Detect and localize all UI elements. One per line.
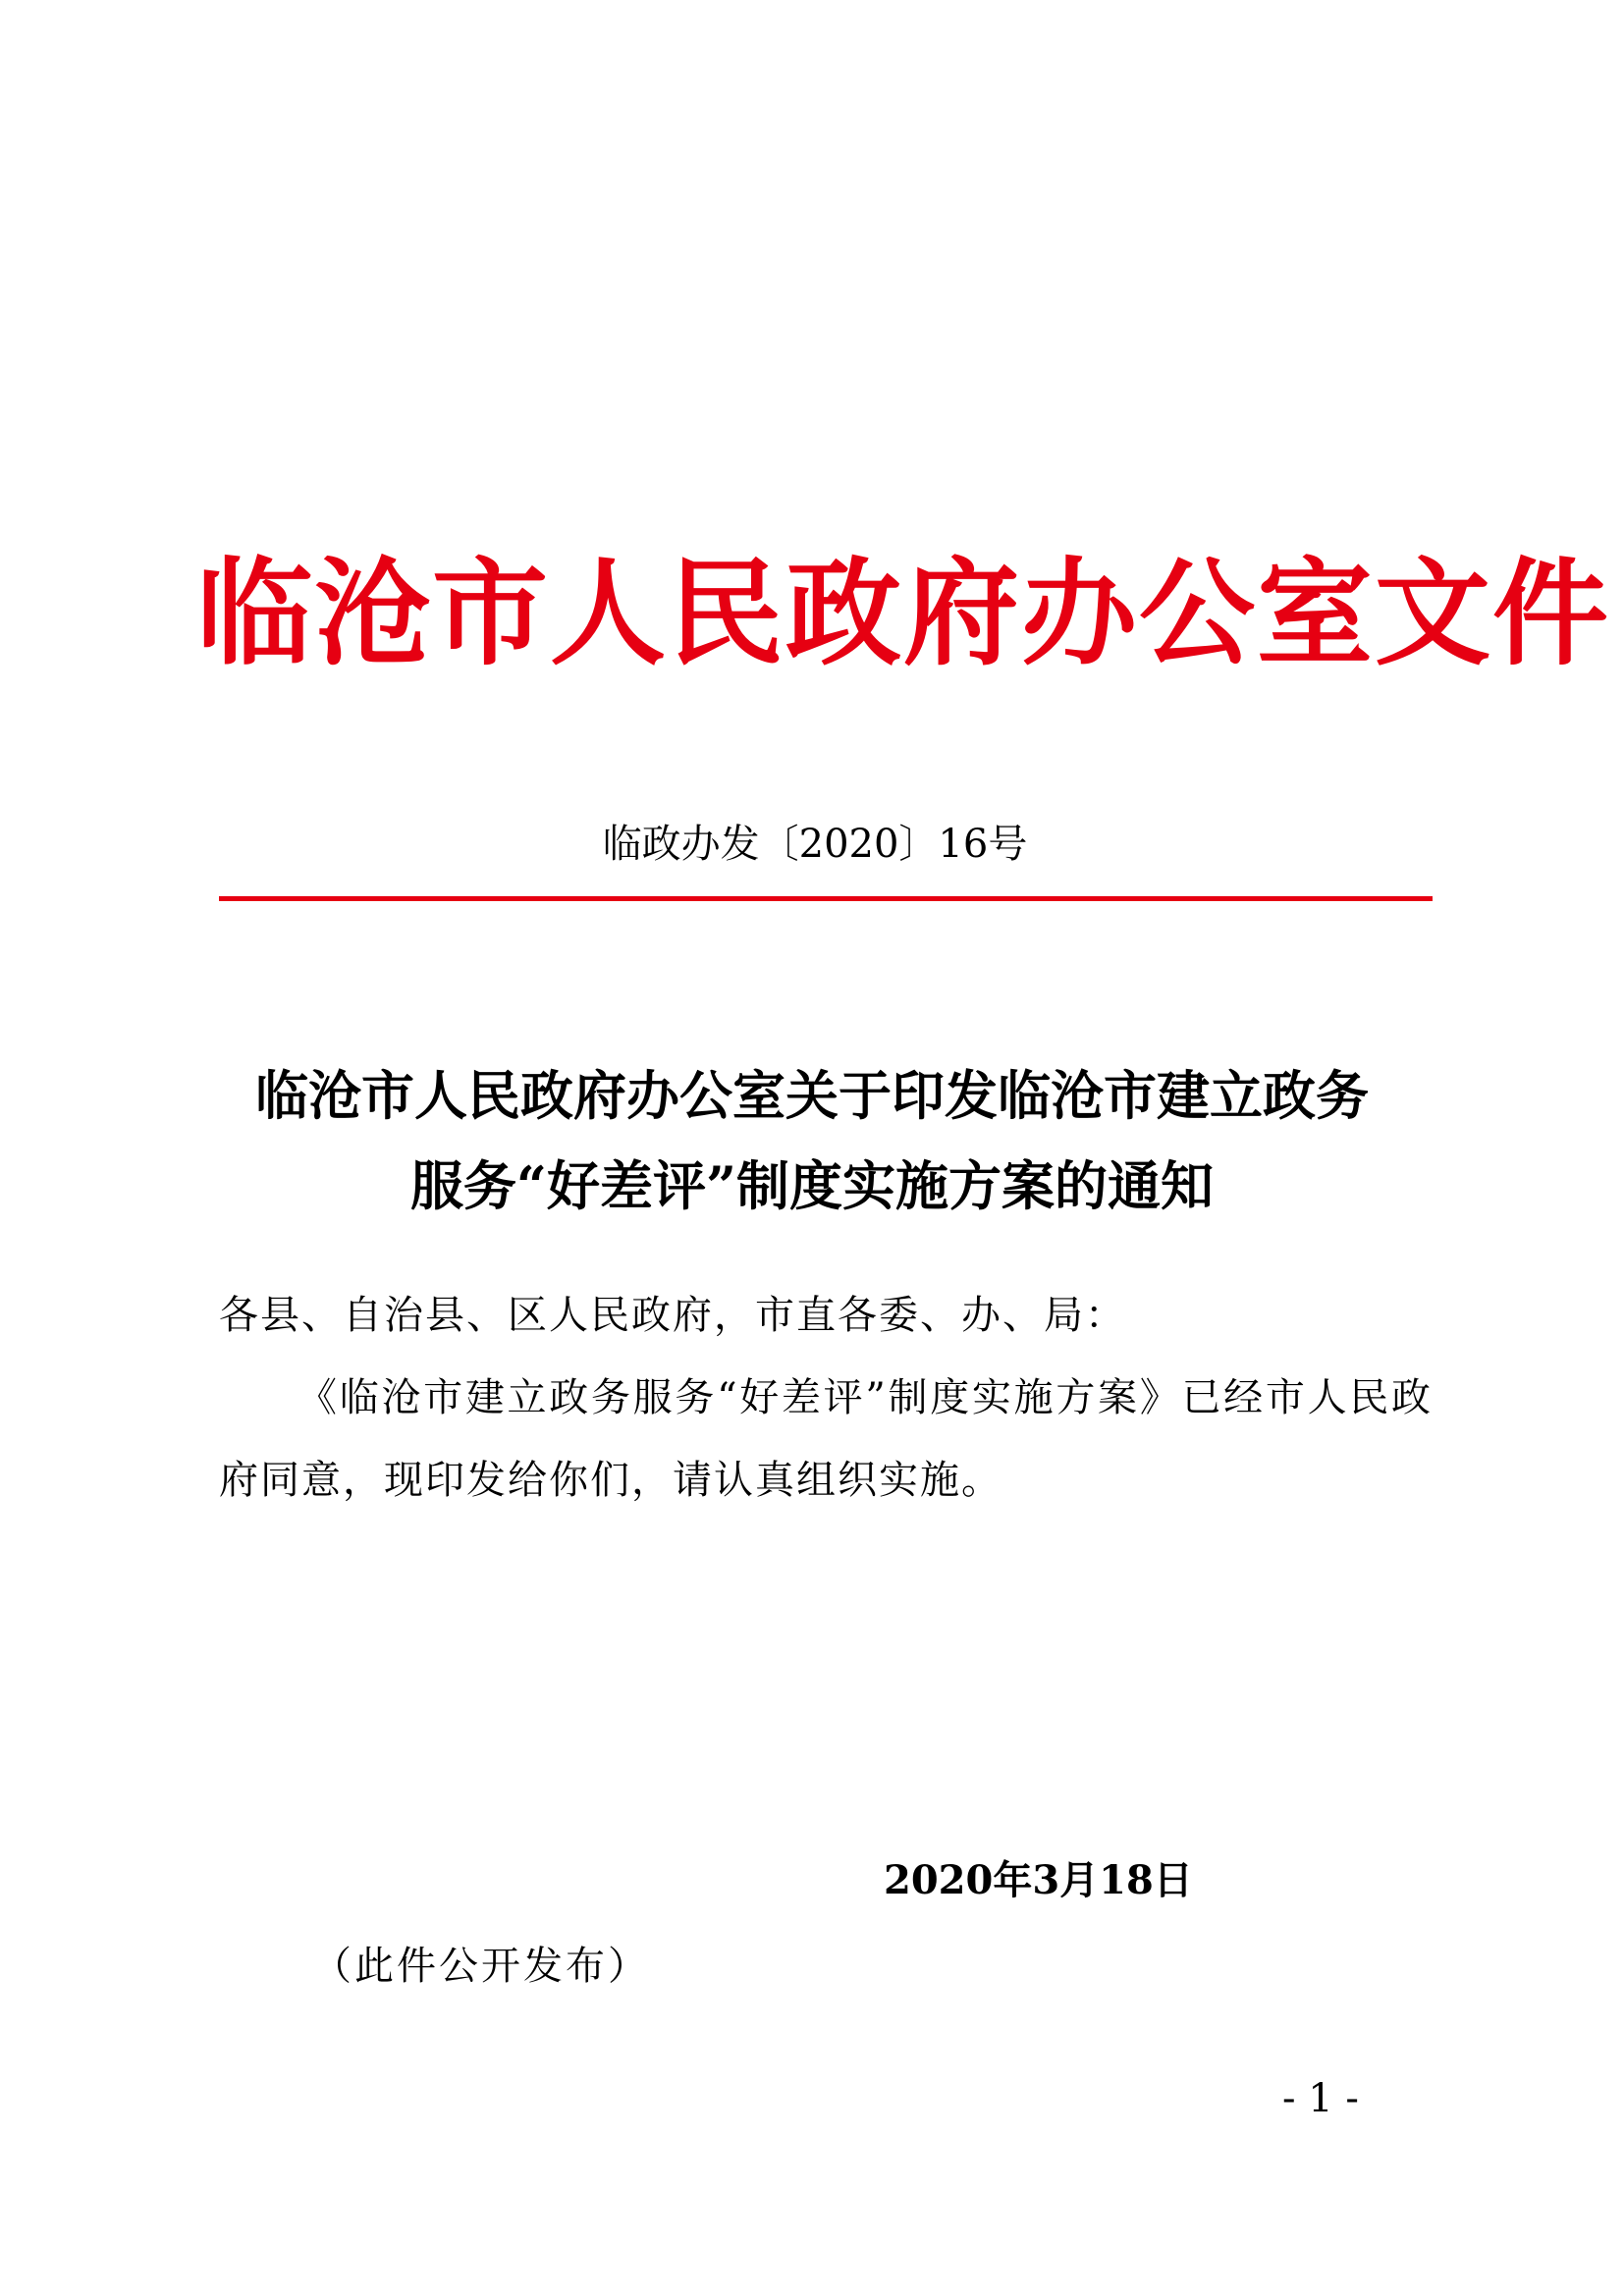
masthead-title: 临沧市人民政府办公室文件 <box>196 545 1611 681</box>
issue-date: 2020年3月18日 <box>884 1857 1193 1903</box>
document-number: 临政办发〔2020〕16号 <box>602 822 1028 867</box>
notice-title-line-2: 服务“好差评”制度实施方案的通知 <box>409 1154 1215 1217</box>
public-release-note: （此件公开发布） <box>312 1944 650 1989</box>
body-paragraph: 《临沧市建立政务服务“好差评”制度实施方案》已经市人民政府同意，现印发给你们，请认真组织实施。 <box>219 1375 1433 1503</box>
red-separator-line <box>219 896 1433 901</box>
page-number: - 1 - <box>1282 2076 1359 2121</box>
salutation: 各县、自治县、区人民政府，市直各委、办、局： <box>219 1293 1126 1338</box>
notice-title <box>147 1050 1477 1231</box>
notice-body <box>219 1274 1433 1522</box>
notice-title-line-1: 临沧市人民政府办公室关于印发临沧市建立政务 <box>255 1064 1369 1127</box>
